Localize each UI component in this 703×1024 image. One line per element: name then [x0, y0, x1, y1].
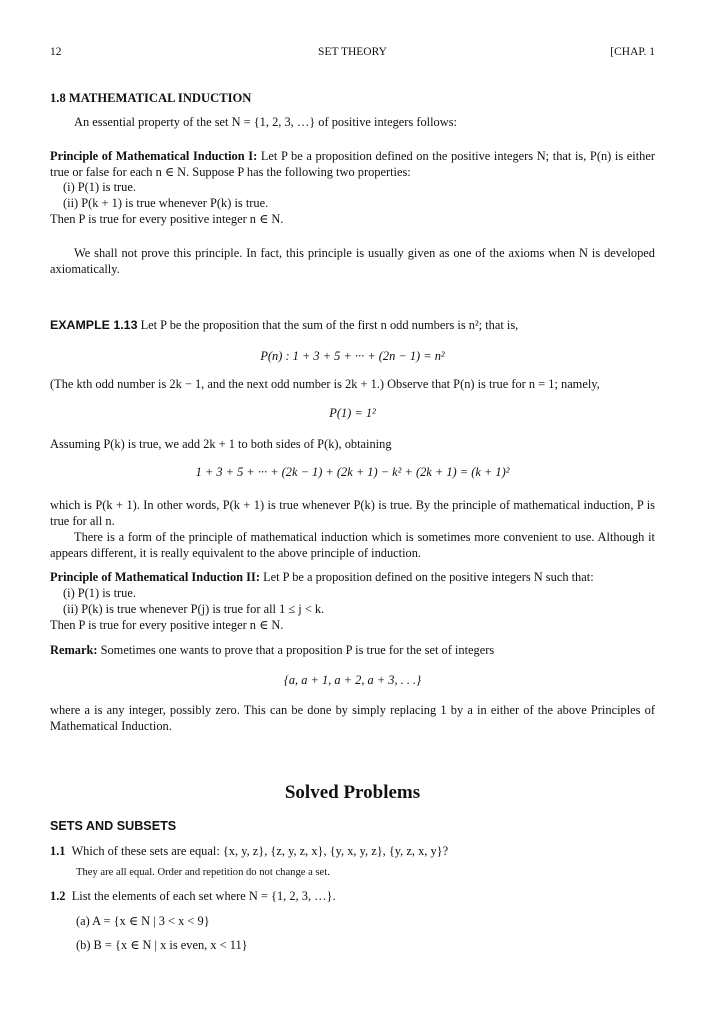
equation-3: 1 + 3 + 5 + ··· + (2k − 1) + (2k + 1) − k² + (2k + 1) = (k + 1)² — [195, 465, 510, 479]
solved-problems-heading: Solved Problems — [284, 782, 421, 803]
running-title: SET THEORY — [318, 46, 387, 58]
example-intro — [50, 317, 655, 333]
problem-1-1-text: Which of these sets are equal: {x, y, z}, {z, y, z, x}, {y, x, y, z}, {y, z, x, y}? — [71, 844, 449, 858]
remark-equation: {a, a + 1, a + 2, a + 3, . . .} — [283, 673, 422, 687]
principle-1-item-1: (i) P(1) is true. — [63, 180, 136, 194]
principle-1-text: Let P be a proposition defined on the positive integers N; that is, P(n) is either true or false for each n ∈ N. Suppose P has the following two properties: — [50, 149, 655, 179]
example-text-5: There is a form of the principle of mathematical induction which is sometimes more convenient to use. Although it appears different, it is really equivalent to the above principle of induction. — [50, 530, 655, 560]
principle-1 — [50, 148, 655, 180]
remark-title: Remark: — [50, 643, 98, 657]
problem-1-2-item-b: (b) B = {x ∈ N | x is even, x < 11} — [76, 938, 248, 952]
equation-2: P(1) = 1² — [329, 406, 376, 420]
problem-1-1-answer: They are all equal. Order and repetition do not change a set. — [76, 867, 330, 878]
problem-1-2-item-a: (a) A = {x ∈ N | 3 < x < 9} — [76, 914, 210, 928]
axiom-remark: We shall not prove this principle. In fact, this principle is usually given as one of the axioms when N is developed axiomatically. — [50, 246, 655, 276]
example-text-2: (The kth odd number is 2k − 1, and the next odd number is 2k + 1.) Observe that P(n) is true for n = 1; namely, — [50, 377, 600, 391]
principle-2 — [50, 569, 655, 585]
section-intro: An essential property of the set N = {1, 2, 3, …} of positive integers follows: — [74, 115, 457, 129]
remark-text-2: where a is any integer, possibly zero. This can be done by simply replacing 1 by a in either of the above Principles of Mathematical Induction. — [50, 703, 655, 733]
sets-subsets-heading: SETS AND SUBSETS — [50, 819, 177, 833]
problem-1-2-number: 1.2 — [50, 889, 66, 903]
problem-1-2 — [50, 888, 655, 904]
principle-2-item-1: (i) P(1) is true. — [63, 586, 136, 600]
equation-1: P(n) : 1 + 3 + 5 + ··· + (2n − 1) = n² — [260, 349, 445, 363]
principle-2-title: Principle of Mathematical Induction II: — [50, 570, 260, 584]
principle-1-item-2: (ii) P(k + 1) is true whenever P(k) is true. — [63, 196, 269, 210]
section-heading: 1.8 MATHEMATICAL INDUCTION — [50, 91, 252, 105]
example-text-4: which is P(k + 1). In other words, P(k + 1) is true whenever P(k) is true. By the principle of mathematical induction, P is true for all n. — [50, 498, 655, 528]
example-label: EXAMPLE 1.13 — [50, 318, 138, 332]
problem-1-2-text: List the elements of each set where N = {1, 2, 3, …}. — [71, 889, 336, 903]
principle-1-conclusion: Then P is true for every positive integer n ∈ N. — [50, 212, 284, 226]
principle-2-conclusion: Then P is true for every positive integer n ∈ N. — [50, 618, 284, 632]
example-text: Let P be the proposition that the sum of the first n odd numbers is n²; that is, — [140, 318, 519, 332]
page-number: 12 — [50, 46, 62, 58]
principle-1-title: Principle of Mathematical Induction I: — [50, 149, 258, 163]
principle-2-item-2: (ii) P(k) is true whenever P(j) is true for all 1 ≤ j < k. — [63, 602, 325, 616]
problem-1-1-number: 1.1 — [50, 844, 66, 858]
example-text-3: Assuming P(k) is true, we add 2k + 1 to both sides of P(k), obtaining — [50, 437, 392, 451]
chapter-label: [CHAP. 1 — [610, 46, 655, 58]
principle-2-text: Let P be a proposition defined on the positive integers N such that: — [263, 570, 594, 584]
remark-text: Sometimes one wants to prove that a proposition P is true for the set of integers — [100, 643, 495, 657]
remark — [50, 642, 655, 658]
solved-heading-wrap — [50, 782, 655, 803]
problem-1-1 — [50, 843, 655, 859]
